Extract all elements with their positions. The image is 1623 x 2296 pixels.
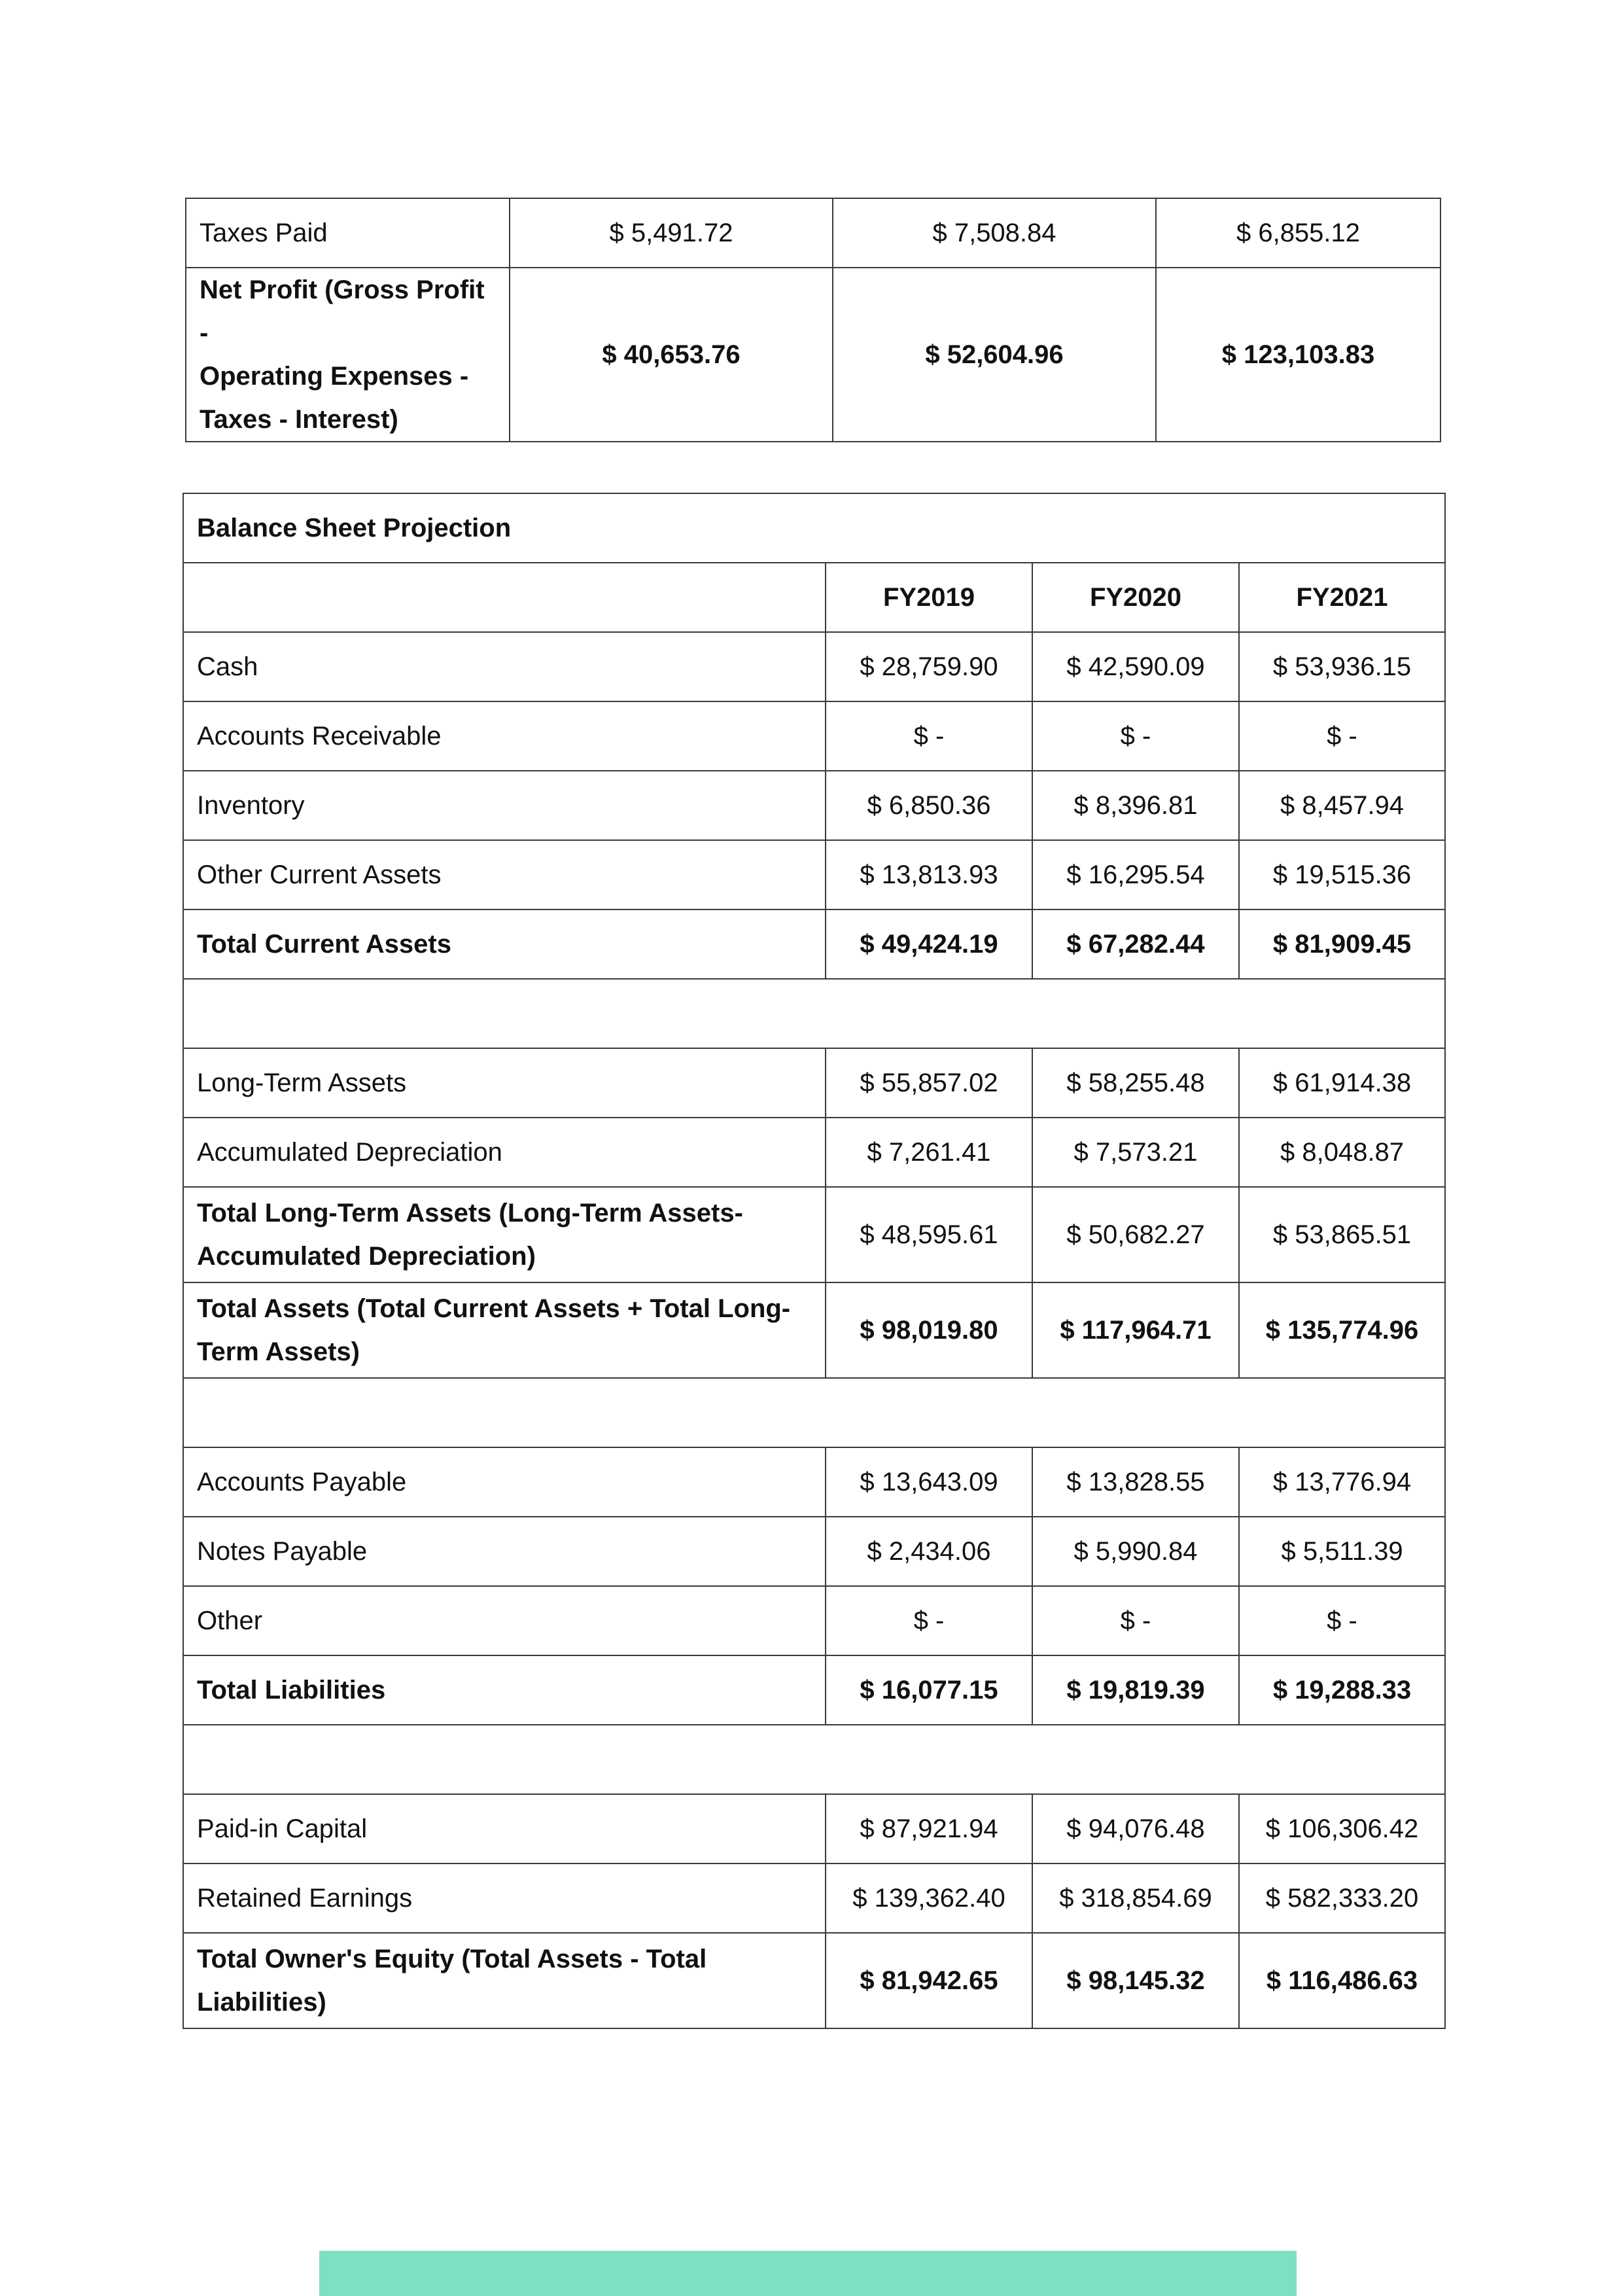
value-cell: $ 106,306.42 [1239,1794,1445,1863]
value-cell: $ 8,457.94 [1239,771,1445,840]
row-label [183,1933,826,2028]
value-cell: $ 2,434.06 [826,1517,1032,1586]
table-row [186,198,1440,268]
value-cell: $ 13,643.09 [826,1447,1032,1517]
row-label: Other Current Assets [183,840,826,910]
row-label-line: Total Owner's Equity (Total Assets - Total [197,1945,707,1973]
footer-accent-bar [319,2251,1297,2296]
value-cell: $ - [1032,1586,1239,1655]
row-label-line: Operating Expenses - [200,362,469,391]
value-cell: $ - [1239,701,1445,771]
spacer-cell [183,1378,1445,1447]
value-cell: $ 135,774.96 [1239,1282,1445,1378]
value-cell: $ 5,990.84 [1032,1517,1239,1586]
row-label [186,268,510,442]
row-label-line: Net Profit (Gross Profit - [200,275,485,347]
value-cell: $ 53,936.15 [1239,632,1445,701]
value-cell: $ 53,865.51 [1239,1187,1445,1282]
value-cell: $ 5,491.72 [510,198,833,268]
value-cell: $ 40,653.76 [510,268,833,442]
value-cell: $ 48,595.61 [826,1187,1032,1282]
column-header: FY2021 [1239,563,1445,632]
value-cell: $ 7,508.84 [833,198,1156,268]
header-row [183,563,1445,632]
row-label: Notes Payable [183,1517,826,1586]
table-title-row [183,493,1445,563]
row-label: Paid-in Capital [183,1794,826,1863]
spacer-cell [183,979,1445,1048]
spacer-row [183,1725,1445,1794]
value-cell: $ 139,362.40 [826,1863,1032,1933]
value-cell: $ - [1032,701,1239,771]
value-cell: $ 6,855.12 [1156,198,1440,268]
row-label: Taxes Paid [186,198,510,268]
value-cell: $ - [826,701,1032,771]
row-label [183,1282,826,1378]
row-label-line: Liabilities) [197,1988,326,2017]
total-row [183,1655,1445,1725]
table-row [183,1794,1445,1863]
row-label: Accounts Payable [183,1447,826,1517]
header-empty-cell [183,563,826,632]
row-label-line: Taxes - Interest) [200,405,398,434]
table-row [183,1048,1445,1118]
value-cell: $ 7,573.21 [1032,1118,1239,1187]
table-row [183,1447,1445,1517]
row-label: Retained Earnings [183,1863,826,1933]
value-cell: $ - [826,1586,1032,1655]
balance-sheet-table [183,493,1446,2029]
value-cell: $ 81,942.65 [826,1933,1032,2028]
value-cell: $ 55,857.02 [826,1048,1032,1118]
value-cell: $ 49,424.19 [826,910,1032,979]
table-row [183,1187,1445,1282]
value-cell: $ 116,486.63 [1239,1933,1445,2028]
table-row [183,840,1445,910]
spacer-row [183,1378,1445,1447]
value-cell: $ 87,921.94 [826,1794,1032,1863]
value-cell: $ 19,515.36 [1239,840,1445,910]
income-table [185,198,1441,442]
value-cell: $ 19,288.33 [1239,1655,1445,1725]
value-cell: $ 61,914.38 [1239,1048,1445,1118]
row-label: Total Current Assets [183,910,826,979]
value-cell: $ 19,819.39 [1032,1655,1239,1725]
row-label: Inventory [183,771,826,840]
row-label: Long-Term Assets [183,1048,826,1118]
table-row [183,1517,1445,1586]
value-cell: $ 13,828.55 [1032,1447,1239,1517]
value-cell: $ 98,019.80 [826,1282,1032,1378]
value-cell: $ 6,850.36 [826,771,1032,840]
spacer-row [183,979,1445,1048]
row-label: Accounts Receivable [183,701,826,771]
table-row [186,268,1440,442]
value-cell: $ 94,076.48 [1032,1794,1239,1863]
table-row [183,632,1445,701]
total-row [183,910,1445,979]
table-row [183,701,1445,771]
row-label: Total Liabilities [183,1655,826,1725]
value-cell: $ 98,145.32 [1032,1933,1239,2028]
value-cell: $ 16,295.54 [1032,840,1239,910]
value-cell: $ 8,048.87 [1239,1118,1445,1187]
value-cell: $ 117,964.71 [1032,1282,1239,1378]
spacer-cell [183,1725,1445,1794]
row-label-line: Total Long-Term Assets (Long-Term Assets- [197,1199,743,1227]
value-cell: $ 52,604.96 [833,268,1156,442]
value-cell: $ 16,077.15 [826,1655,1032,1725]
value-cell: $ 123,103.83 [1156,268,1440,442]
value-cell: $ 7,261.41 [826,1118,1032,1187]
table-row [183,771,1445,840]
row-label [183,1187,826,1282]
row-label: Accumulated Depreciation [183,1118,826,1187]
table-row [183,1586,1445,1655]
value-cell: $ 318,854.69 [1032,1863,1239,1933]
row-label-line: Accumulated Depreciation) [197,1242,536,1271]
table-title: Balance Sheet Projection [183,493,1445,563]
table-row [183,1118,1445,1187]
row-label: Cash [183,632,826,701]
value-cell: $ 42,590.09 [1032,632,1239,701]
value-cell: $ 50,682.27 [1032,1187,1239,1282]
value-cell: $ 13,813.93 [826,840,1032,910]
row-label-line: Term Assets) [197,1337,360,1366]
value-cell: $ 81,909.45 [1239,910,1445,979]
total-row [183,1282,1445,1378]
value-cell: $ 582,333.20 [1239,1863,1445,1933]
row-label: Other [183,1586,826,1655]
value-cell: $ - [1239,1586,1445,1655]
column-header: FY2019 [826,563,1032,632]
value-cell: $ 28,759.90 [826,632,1032,701]
value-cell: $ 8,396.81 [1032,771,1239,840]
value-cell: $ 5,511.39 [1239,1517,1445,1586]
table-row [183,1863,1445,1933]
value-cell: $ 58,255.48 [1032,1048,1239,1118]
total-row [183,1933,1445,2028]
row-label-line: Total Assets (Total Current Assets + Total Long- [197,1294,791,1323]
column-header: FY2020 [1032,563,1239,632]
value-cell: $ 67,282.44 [1032,910,1239,979]
value-cell: $ 13,776.94 [1239,1447,1445,1517]
